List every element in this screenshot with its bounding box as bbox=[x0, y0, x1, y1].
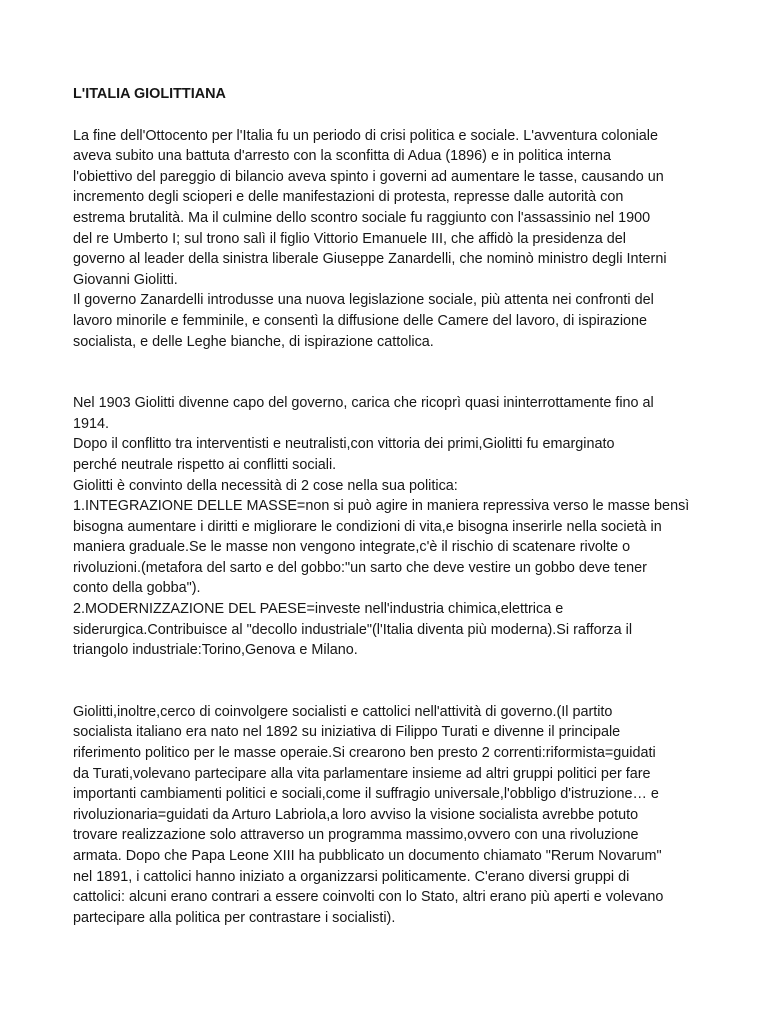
text-line: triangolo industriale:Torino,Genova e Milano. bbox=[73, 642, 358, 659]
document-page bbox=[73, 84, 698, 928]
text-line: 1.INTEGRAZIONE DELLE MASSE=non si può agire in maniera repressiva verso le masse bensì bbox=[73, 498, 690, 515]
document-title: L'ITALIA GIOLITTIANA bbox=[73, 86, 226, 102]
text-line: Giolitti è convinto della necessità di 2 cose nella sua politica: bbox=[73, 477, 458, 494]
text-line: Giolitti,inoltre,cerco di coinvolgere socialisti e cattolici nell'attività di governo.(Il partito bbox=[73, 703, 613, 720]
text-line: del re Umberto I; sul trono salì il figlio Vittorio Emanuele III, che affidò la presidenza del bbox=[73, 230, 626, 247]
text-line: Giovanni Giolitti. bbox=[73, 271, 178, 288]
section-socialisti-cattolici bbox=[73, 702, 698, 929]
text-line: 1914. bbox=[73, 415, 110, 432]
text-line: socialista italiano era nato nel 1892 su iniziativa di Filippo Turati e divenne il principale bbox=[73, 724, 621, 741]
text-line: partecipare alla politica per contrastare i socialisti). bbox=[73, 909, 396, 926]
text-line: La fine dell'Ottocento per l'Italia fu un periodo di crisi politica e sociale. L'avventura coloniale bbox=[73, 127, 659, 144]
text-line: socialista, e delle Leghe bianche, di ispirazione cattolica. bbox=[73, 333, 434, 350]
text-line: maniera graduale.Se le masse non vengono integrate,c'è il rischio di scatenare rivolte o bbox=[73, 539, 631, 556]
text-line: aveva subito una battuta d'arresto con la sconfitta di Adua (1896) e in politica interna bbox=[73, 148, 611, 165]
section-crisis-ottocento bbox=[73, 126, 698, 353]
text-line: nel 1891, i cattolici hanno iniziato a organizzarsi politicamente. C'erano diversi gruppi di bbox=[73, 868, 630, 885]
text-line: siderurgica.Contribuisce al "decollo industriale"(l'Italia diventa più moderna).Si rafforza il bbox=[73, 621, 633, 638]
text-line: rivoluzionaria=guidati da Arturo Labriola,a loro avviso la visione socialista avrebbe potuto bbox=[73, 806, 639, 823]
text-line: conto della gobba"). bbox=[73, 580, 201, 597]
text-line: bisogna aumentare i diritti e migliorare le condizioni di vita,e bisogna inserirle nella società in bbox=[73, 518, 662, 535]
paragraph-zanardelli bbox=[73, 290, 698, 352]
text-line: 2.MODERNIZZAZIONE DEL PAESE=investe nell'industria chimica,elettrica e bbox=[73, 601, 564, 618]
text-line: incremento degli scioperi e delle manifestazioni di protesta, represse dalle autorità con bbox=[73, 189, 624, 206]
paragraph-crisis bbox=[73, 126, 698, 291]
text-line: rivoluzioni.(metafora del sarto e del gobbo:"un sarto che deve vestire un gobbo deve tener bbox=[73, 559, 647, 576]
paragraph-socialisti-cattolici bbox=[73, 702, 698, 929]
text-line: da Turati,volevano partecipare alla vita parlamentare insieme ad altri gruppi politici per fare bbox=[73, 765, 651, 782]
text-line: l'obiettivo del pareggio di bilancio aveva spinto i governi ad aumentare le tasse, causando un bbox=[73, 168, 664, 185]
paragraph-giolitti bbox=[73, 393, 698, 661]
text-line: estrema brutalità. Ma il culmine dello scontro sociale fu raggiunto con l'assassinio nel 1900 bbox=[73, 209, 651, 226]
section-giolitti-governo bbox=[73, 393, 698, 661]
text-line: trovare realizzazione solo attraverso un programma massimo,ovvero con una rivoluzione bbox=[73, 827, 639, 844]
text-line: perché neutrale rispetto ai conflitti sociali. bbox=[73, 456, 337, 473]
text-line: cattolici: alcuni erano contrari a essere coinvolti con lo Stato, altri erano più aperti e volevano bbox=[73, 889, 664, 906]
text-line: armata. Dopo che Papa Leone XIII ha pubblicato un documento chiamato "Rerum Novarum" bbox=[73, 848, 662, 864]
text-line: Dopo il conflitto tra interventisti e neutralisti,con vittoria dei primi,Giolitti fu emarginato bbox=[73, 436, 615, 453]
text-line: Nel 1903 Giolitti divenne capo del governo, carica che ricoprì quasi ininterrottamente fino al bbox=[73, 395, 654, 412]
text-line: lavoro minorile e femminile, e consentì la diffusione delle Camere del lavoro, di ispirazione bbox=[73, 312, 648, 329]
text-line: Il governo Zanardelli introdusse una nuova legislazione sociale, più attenta nei confronti del bbox=[73, 292, 654, 309]
text-line: riferimento politico per le masse operaie.Si crearono ben presto 2 correnti:riformista=guidati bbox=[73, 745, 656, 762]
text-line: governo al leader della sinistra liberale Giuseppe Zanardelli, che nominò ministro degli Interni bbox=[73, 251, 667, 268]
text-line: importanti cambiamenti politici e sociali,come il suffragio universale,l'obbligo d'istruzione… e bbox=[73, 786, 659, 803]
